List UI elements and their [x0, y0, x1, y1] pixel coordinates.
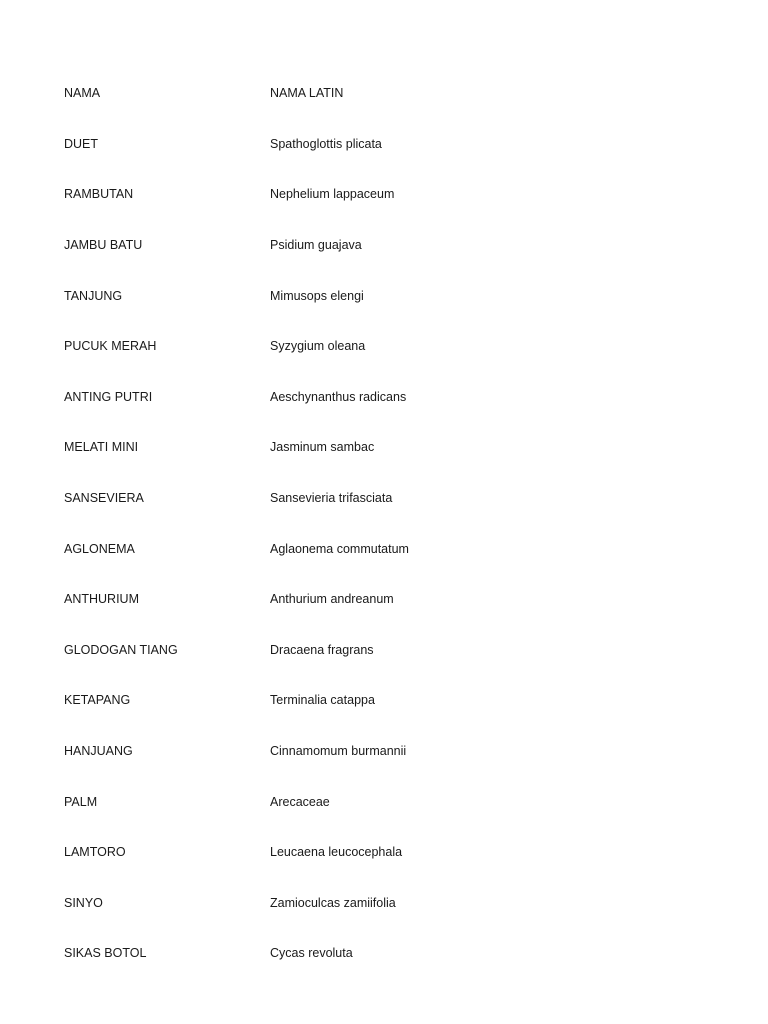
table-row — [64, 321, 564, 372]
table-row — [64, 625, 564, 676]
table-row — [64, 422, 564, 473]
plant-latin-name: Syzygium oleana — [270, 339, 366, 354]
plant-latin-name: Dracaena fragrans — [270, 642, 374, 657]
table-header-row — [64, 68, 564, 119]
table-row — [64, 675, 564, 726]
plant-common-name: HANJUANG — [64, 744, 133, 759]
table-row — [64, 726, 564, 777]
plant-common-name: MELATI MINI — [64, 440, 139, 455]
plant-common-name: KETAPANG — [64, 693, 131, 708]
table-row — [64, 270, 564, 321]
plant-latin-name: Arecaceae — [270, 794, 330, 809]
plant-common-name: PUCUK MERAH — [64, 339, 157, 354]
table-row — [64, 776, 564, 827]
plant-latin-name: Cycas revoluta — [270, 946, 353, 961]
plant-common-name: DUET — [64, 136, 99, 151]
table-row — [64, 574, 564, 625]
plant-latin-name: Leucaena leucocephala — [270, 845, 403, 860]
table-row — [64, 220, 564, 271]
plant-common-name: SIKAS BOTOL — [64, 946, 147, 961]
table-row — [64, 878, 564, 929]
plant-name-table — [64, 68, 564, 979]
table-row — [64, 372, 564, 423]
plant-latin-name: Cinnamomum burmannii — [270, 744, 407, 759]
plant-common-name: SINYO — [64, 895, 103, 910]
plant-latin-name: Mimusops elengi — [270, 288, 364, 303]
table-row — [64, 169, 564, 220]
plant-latin-name: Psidium guajava — [270, 238, 362, 253]
plant-common-name: PALM — [64, 794, 98, 809]
table-body — [64, 119, 564, 979]
plant-latin-name: Zamioculcas zamiifolia — [270, 895, 396, 910]
table-row — [64, 928, 564, 979]
table-row — [64, 827, 564, 878]
plant-common-name: AGLONEMA — [64, 541, 135, 556]
plant-latin-name: Nephelium lappaceum — [270, 187, 395, 202]
plant-latin-name: Sansevieria trifasciata — [270, 491, 393, 506]
plant-common-name: JAMBU BATU — [64, 238, 143, 253]
plant-common-name: ANTHURIUM — [64, 592, 139, 607]
table-row — [64, 523, 564, 574]
plant-latin-name: Aeschynanthus radicans — [270, 389, 407, 404]
plant-common-name: SANSEVIERA — [64, 491, 144, 506]
plant-latin-name: Spathoglottis plicata — [270, 136, 382, 151]
plant-latin-name: Jasminum sambac — [270, 440, 375, 455]
plant-common-name: GLODOGAN TIANG — [64, 642, 178, 657]
plant-common-name: TANJUNG — [64, 288, 123, 303]
table-row — [64, 473, 564, 524]
table-row — [64, 119, 564, 170]
plant-common-name: LAMTORO — [64, 845, 126, 860]
plant-latin-name: Terminalia catappa — [270, 693, 375, 708]
plant-latin-name: Anthurium andreanum — [270, 592, 394, 607]
plant-common-name: RAMBUTAN — [64, 187, 134, 202]
header-name: NAMA — [64, 86, 101, 101]
header-latin-name: NAMA LATIN — [270, 86, 344, 101]
plant-common-name: ANTING PUTRI — [64, 389, 153, 404]
plant-latin-name: Aglaonema commutatum — [270, 541, 409, 556]
